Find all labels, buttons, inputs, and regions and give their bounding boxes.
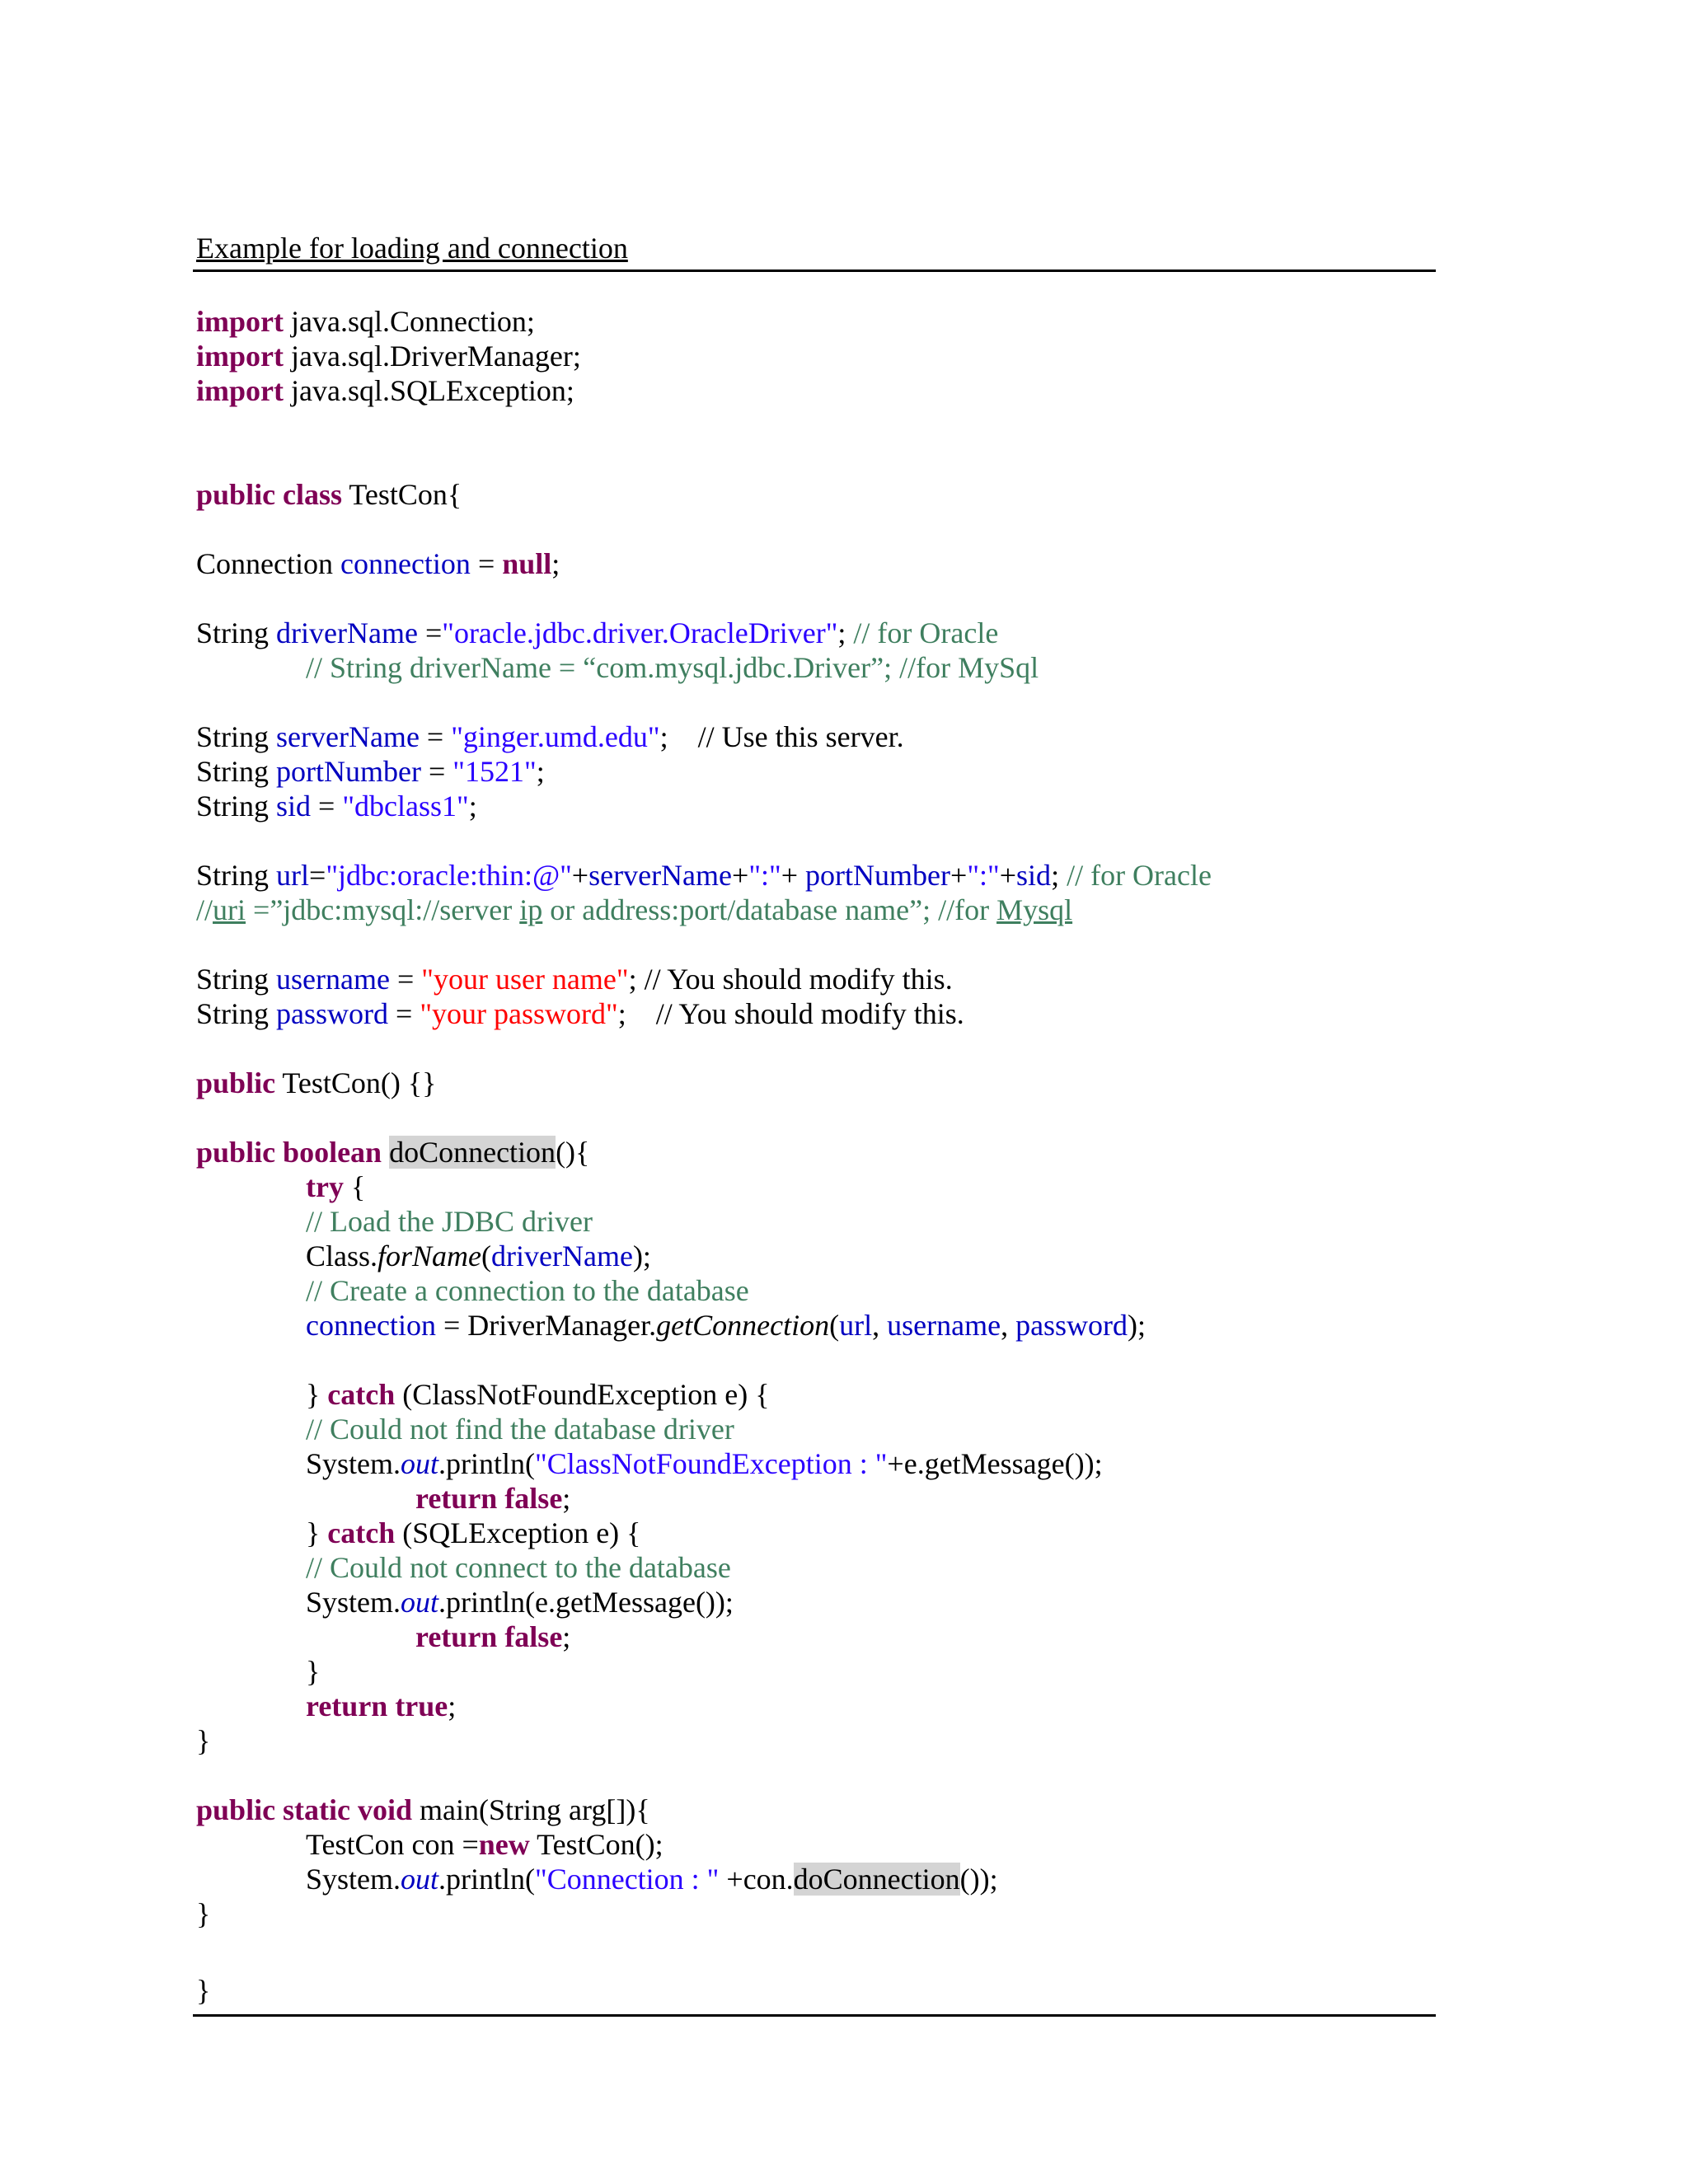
server-name-field: String serverName = "ginger.umd.edu"; // Use this server. [196, 720, 904, 753]
do-connection-declaration: public boolean doConnection(){ [196, 1136, 590, 1169]
import-line: import java.sql.DriverManager; [196, 340, 581, 373]
constructor: public TestCon() {} [196, 1066, 437, 1099]
class-declaration: public class TestCon{ [196, 478, 462, 511]
password-field: String password = "your password"; // You should modify this. [196, 997, 964, 1030]
mysql-driver-comment: // String driverName = “com.mysql.jdbc.Driver”; //for MySql [306, 651, 1039, 684]
import-line: import java.sql.SQLException; [196, 374, 574, 407]
connection-field: Connection connection = null; [196, 547, 560, 580]
class-closing-brace: } [196, 1974, 211, 2007]
try-line: try { [306, 1170, 366, 1203]
code-listing [196, 304, 1212, 2008]
import-line: import java.sql.Connection; [196, 305, 535, 338]
port-number-field: String portNumber = "1521"; [196, 755, 545, 788]
println-line: System.out.println(e.getMessage()); [306, 1586, 734, 1619]
get-connection-line: connection = DriverManager.getConnection(url, username, password); [306, 1309, 1146, 1342]
comment-line: // Could not find the database driver [306, 1413, 734, 1446]
return-true-line: return true; [306, 1690, 457, 1722]
url-field: String url="jdbc:oracle:thin:@"+serverName+":"+ portNumber+":"+sid; // for Oracle [196, 859, 1212, 892]
highlighted-method-name: doConnection [793, 1863, 960, 1896]
bottom-divider [193, 2014, 1436, 2017]
username-field: String username = "your user name"; // You should modify this. [196, 963, 953, 996]
main-declaration: public static void main(String arg[]){ [196, 1793, 650, 1826]
comment-line: // Could not connect to the database [306, 1551, 731, 1584]
println-line: System.out.println("ClassNotFoundException : "+e.getMessage()); [306, 1447, 1103, 1480]
top-divider [193, 269, 1436, 272]
comment-line: // Load the JDBC driver [306, 1205, 593, 1238]
load-driver-line: Class.forName(driverName); [306, 1240, 651, 1272]
mysql-url-comment: //uri =”jdbc:mysql://server ip or address:port/database name”; //for Mysql [196, 893, 1073, 926]
comment-line: // Create a connection to the database [306, 1274, 749, 1307]
closing-brace: } [306, 1655, 321, 1688]
return-false-line: return false; [415, 1620, 571, 1653]
sid-field: String sid = "dbclass1"; [196, 790, 477, 823]
document-title: Example for loading and connection [196, 232, 628, 265]
closing-brace: } [196, 1724, 211, 1757]
catch-line: } catch (SQLException e) { [306, 1516, 641, 1549]
new-instance-line: TestCon con =new TestCon(); [306, 1828, 663, 1861]
return-false-line: return false; [415, 1482, 571, 1515]
highlighted-method-name: doConnection [389, 1136, 556, 1169]
catch-line: } catch (ClassNotFoundException e) { [306, 1378, 770, 1411]
driver-name-field: String driverName ="oracle.jdbc.driver.OracleDriver"; // for Oracle [196, 616, 999, 649]
closing-brace: } [196, 1897, 211, 1930]
println-line: System.out.println("Connection : " +con.doConnection()); [306, 1863, 998, 1896]
